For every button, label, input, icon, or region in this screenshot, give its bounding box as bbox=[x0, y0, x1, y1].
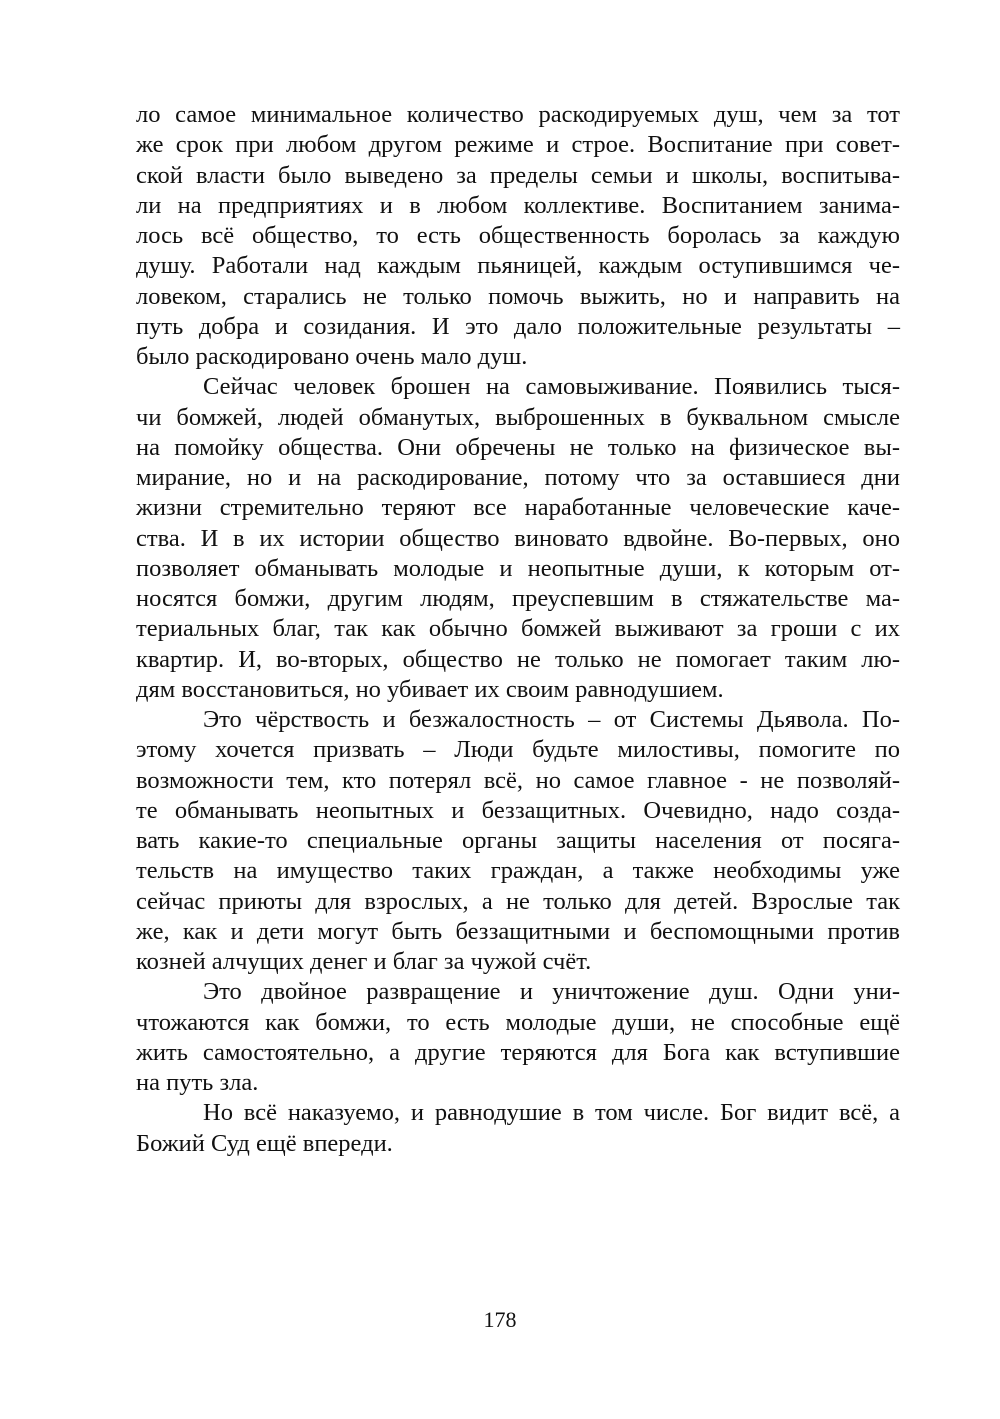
text-line: жить самостоятельно, а другие теряются для Бога как вступившие bbox=[136, 1038, 900, 1066]
text-line: ловеком, старались не только помочь выжить, но и направить на bbox=[136, 282, 900, 310]
text-line: жизни стремительно теряют все наработанные человеческие каче- bbox=[136, 494, 900, 522]
text-line: же, как и дети могут быть беззащитными и беспомощными против bbox=[136, 917, 900, 945]
text-line: ства. И в их истории общество виновато вдвойне. Во-первых, оно bbox=[136, 524, 900, 552]
page-body-text bbox=[136, 100, 900, 1159]
text-line: те обманывать неопытных и беззащитных. Очевидно, надо созда- bbox=[136, 796, 900, 824]
text-line: этому хочется призвать – Люди будьте милостивы, помогите по bbox=[136, 736, 900, 764]
text-line: дям восстановиться, но убивает их своим равнодушием. bbox=[136, 675, 724, 703]
text-line: вать какие-то специальные органы защиты населения от посяга- bbox=[136, 827, 900, 854]
text-line: Божий Суд ещё впереди. bbox=[136, 1129, 393, 1157]
text-line: козней алчущих денег и благ за чужой счёт. bbox=[136, 948, 592, 975]
page-number: 178 bbox=[483, 1307, 517, 1332]
text-line: Это двойное развращение и уничтожение душ. Одни уни- bbox=[203, 978, 900, 1006]
text-line: тельств на имущество таких граждан, а также необходимы уже bbox=[136, 857, 900, 885]
text-line: ло самое минимальное количество раскодируемых душ, чем за тот bbox=[136, 101, 900, 128]
text-line: ли на предприятиях и в любом коллективе. Воспитанием занима- bbox=[136, 191, 900, 219]
text-line: квартир. И, во-вторых, общество не только не помогает таким лю- bbox=[136, 645, 900, 673]
text-line: сейчас приюты для взрослых, а не только для детей. Взрослые так bbox=[136, 887, 900, 915]
text-line: душу. Работали над каждым пьяницей, каждым оступившимся че- bbox=[136, 252, 900, 280]
text-line: чи бомжей, людей обманутых, выброшенных в буквальном смысле bbox=[136, 403, 900, 431]
text-line: возможности тем, кто потерял всё, но самое главное - не позволяй- bbox=[136, 766, 900, 794]
text-line: чтожаются как бомжи, то есть молодые души, не способные ещё bbox=[136, 1008, 900, 1036]
text-line: ской власти было выведено за пределы семьи и школы, воспитыва- bbox=[136, 161, 900, 189]
text-line: Сейчас человек брошен на самовыживание. Появились тыся- bbox=[203, 373, 900, 401]
text-line: Но всё наказуемо, и равнодушие в том числе. Бог видит всё, а bbox=[203, 1099, 900, 1127]
text-line: на путь зла. bbox=[136, 1069, 259, 1096]
text-line: носятся бомжи, другим людям, преуспевшим в стяжательстве ма- bbox=[136, 585, 900, 612]
text-line: позволяет обманывать молодые и неопытные души, к которым от- bbox=[136, 554, 900, 582]
text-line: путь добра и созидания. И это дало положительные результаты – bbox=[136, 312, 900, 340]
text-line: же срок при любом другом режиме и строе. Воспитание при совет- bbox=[136, 131, 900, 159]
text-line: на помойку общества. Они обречены не только на физическое вы- bbox=[136, 433, 900, 461]
text-line: было раскодировано очень мало душ. bbox=[136, 343, 528, 370]
text-line: мирание, но и на раскодирование, потому что за оставшиеся дни bbox=[136, 464, 900, 491]
text-line: териальных благ, так как обычно бомжей выживают за гроши с их bbox=[136, 615, 900, 643]
text-line: Это чёрствость и безжалостность – от Системы Дьявола. По- bbox=[203, 706, 900, 733]
text-line: лось всё общество, то есть общественность боролась за каждую bbox=[136, 222, 900, 249]
